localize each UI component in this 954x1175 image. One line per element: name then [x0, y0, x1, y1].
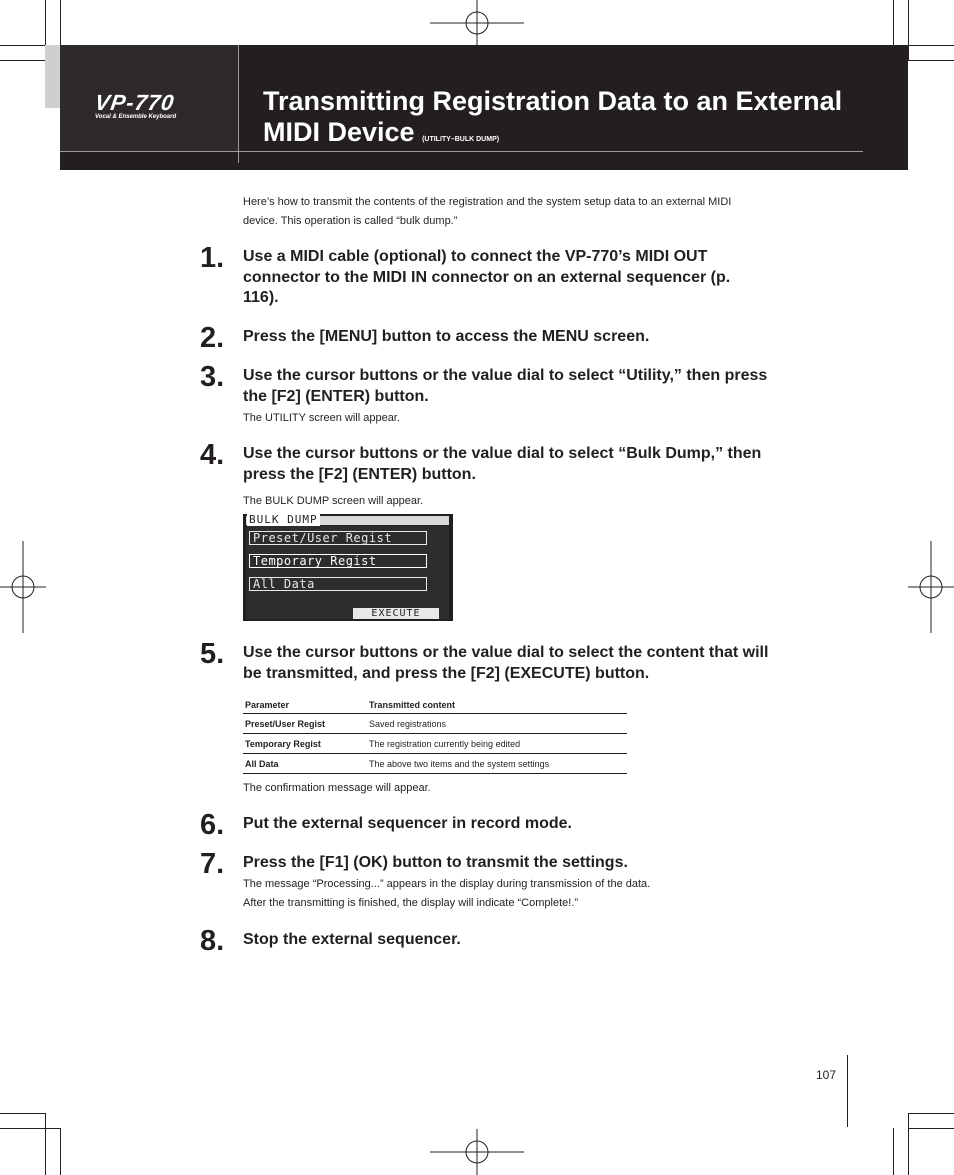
- table-row: [243, 714, 627, 734]
- header-tab: [45, 45, 60, 108]
- step-note: The UTILITY screen will appear.: [243, 412, 400, 424]
- step-number: 3.: [200, 361, 225, 393]
- crop-mark: [0, 60, 45, 61]
- step-instruction: Use the cursor buttons or the value dial to select the content that will be transmitted, and press the [F2] (EXECUTE) button.: [243, 644, 769, 682]
- step-instruction: Use the cursor buttons or the value dial to select “Utility,” then press the [F2] (ENTER) button.: [243, 367, 768, 405]
- step-instruction: Use a MIDI cable (optional) to connect the VP-770’s MIDI OUT connector to the MIDI IN connector on an external sequencer (p. 116).: [243, 248, 731, 306]
- table-row: [243, 754, 627, 774]
- lcd-title: BULK DUMP: [249, 513, 318, 526]
- step-note: The message “Processing...” appears in the display during transmission of the data. After the transmitting is finished, the display will indicate “Complete!.”: [243, 878, 651, 909]
- step-instruction: Stop the external sequencer.: [243, 931, 461, 948]
- table-cell: All Data: [243, 754, 367, 774]
- step-instruction: Press the [F1] (OK) button to transmit the settings.: [243, 854, 628, 871]
- crop-mark: [0, 1128, 60, 1129]
- crop-mark: [908, 1113, 954, 1114]
- column-header-parameter: Parameter: [243, 697, 367, 714]
- table-cell: Saved registrations: [367, 714, 627, 734]
- column-header-content: Transmitted content: [367, 697, 627, 714]
- crop-mark: [893, 0, 894, 45]
- lcd-title-bar: [246, 513, 449, 526]
- step-number: 6.: [200, 809, 225, 841]
- table-cell: Temporary Regist: [243, 734, 367, 754]
- step-number: 7.: [200, 848, 225, 880]
- registration-mark-left: [0, 541, 46, 633]
- lcd-execute-button[interactable]: EXECUTE: [353, 608, 439, 619]
- crop-mark: [908, 60, 954, 61]
- lcd-screen: [243, 514, 453, 621]
- table-row: [243, 734, 627, 754]
- step-number: 5.: [200, 638, 225, 670]
- step-instruction: Use the cursor buttons or the value dial to select “Bulk Dump,” then press the [F2] (ENTER) button.: [243, 445, 762, 483]
- step-number: 2.: [200, 322, 225, 354]
- registration-mark-right: [908, 541, 954, 633]
- crop-mark: [908, 1113, 909, 1175]
- crop-mark: [60, 0, 61, 45]
- lcd-option-temporary-regist[interactable]: Temporary Regist: [249, 554, 427, 568]
- step-instruction: Put the external sequencer in record mode.: [243, 815, 572, 832]
- crop-mark: [908, 0, 909, 60]
- crop-mark: [45, 1113, 46, 1175]
- page-number: 107: [816, 1068, 837, 1082]
- lcd-option-preset-user-regist[interactable]: Preset/User Regist: [249, 531, 427, 545]
- page-edge-line: [847, 1055, 848, 1127]
- step-number: 8.: [200, 925, 225, 957]
- vp770-logo: VP-770 Vocal & Ensemble Keyboard: [93, 90, 177, 120]
- page-title-path: (UTILITY–BULK DUMP): [422, 136, 500, 143]
- registration-mark-top: [430, 0, 524, 46]
- step-note: The BULK DUMP screen will appear.: [243, 495, 424, 507]
- step-number: 4.: [200, 439, 225, 471]
- intro-paragraph: Here’s how to transmit the contents of the registration and the system setup data to an external MIDI device. This operation is called “bulk dump.”: [243, 196, 732, 227]
- crop-mark: [908, 45, 954, 46]
- step-number: 1.: [200, 242, 225, 274]
- crop-mark: [908, 1128, 954, 1129]
- step-instruction: Press the [MENU] button to access the MENU screen.: [243, 328, 650, 345]
- crop-mark: [0, 1113, 45, 1114]
- table-cell: Preset/User Regist: [243, 714, 367, 734]
- header-divider: [238, 45, 239, 163]
- table-cell: The registration currently being edited: [367, 734, 627, 754]
- crop-mark: [893, 1128, 894, 1175]
- table-cell: The above two items and the system settings: [367, 754, 627, 774]
- registration-mark-bottom: [430, 1129, 524, 1175]
- crop-mark: [60, 1128, 61, 1175]
- table-header-row: [243, 697, 627, 714]
- step-note: The confirmation message will appear.: [243, 782, 431, 794]
- lcd-option-all-data[interactable]: All Data: [249, 577, 427, 591]
- parameter-table: [243, 697, 627, 774]
- page-title: Transmitting Registration Data to an External MIDI Device (UTILITY–BULK DUMP): [263, 86, 843, 147]
